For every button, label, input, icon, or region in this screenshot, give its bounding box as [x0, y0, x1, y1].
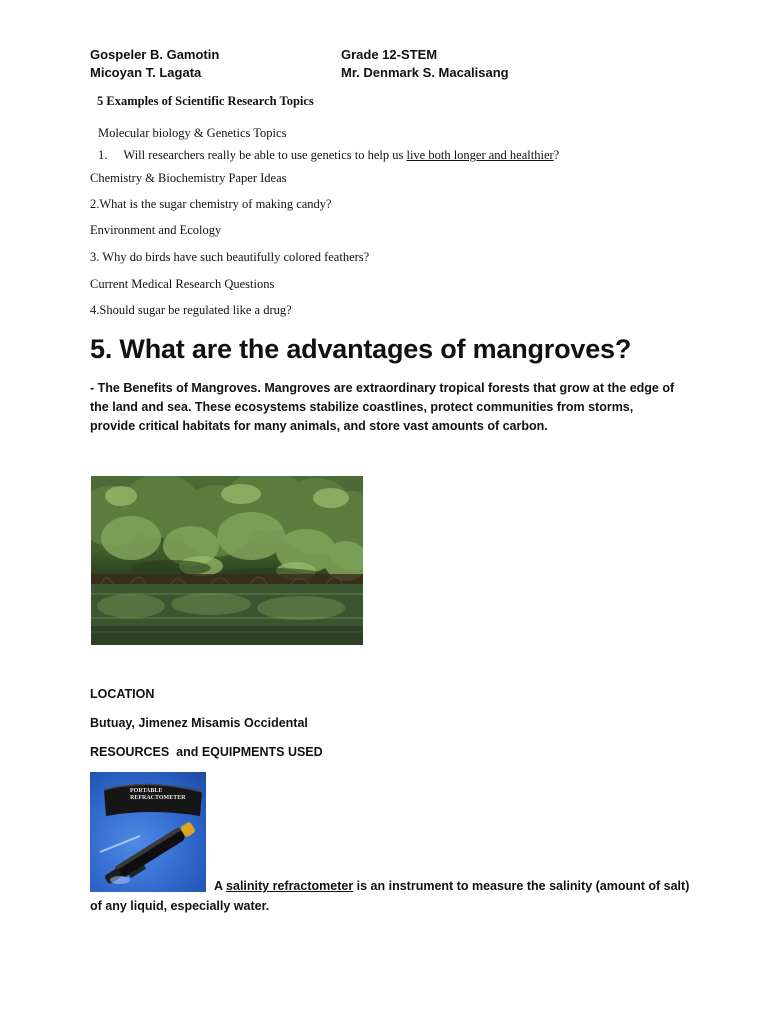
location-label: LOCATION — [90, 687, 155, 701]
case-label-line-2: REFRACTOMETER — [130, 795, 186, 801]
case-label — [130, 788, 186, 802]
topic-heading-1: Molecular biology & Genetics Topics — [98, 126, 287, 140]
caption-text: is an instrument to measure the salinity (amount of salt) of any liquid, especially water. — [90, 879, 690, 913]
caption-prefix: A — [214, 879, 227, 893]
location-value: Butuay, Jimenez Misamis Occidental — [90, 716, 308, 730]
student-name-2: Micoyan T. Lagata — [90, 65, 202, 80]
mangrove-photo — [91, 476, 363, 645]
topic-heading-3: Environment and Ecology — [90, 223, 222, 237]
topic-question-3: 3. Why do birds have such beautifully colored feathers? — [90, 250, 370, 264]
teacher-name: Mr. Denmark S. Macalisang — [341, 65, 509, 80]
refractometer-caption — [90, 876, 690, 916]
list-number: 1. — [98, 148, 108, 162]
document-title: 5 Examples of Scientific Research Topics — [97, 94, 314, 108]
case-label-line-1: PORTABLE — [130, 788, 163, 794]
student-name-1: Gospeler B. Gamotin — [90, 47, 220, 62]
topic-heading-4: Current Medical Research Questions — [90, 277, 275, 291]
question-text: Will researchers really be able to use genetics to help us — [123, 148, 407, 162]
refractometer-link[interactable]: salinity refractometer — [226, 879, 354, 893]
resources-label: RESOURCES and EQUIPMENTS USED — [90, 745, 323, 759]
refractometer-photo — [90, 772, 206, 892]
topic-question-2: 2.What is the sugar chemistry of making candy? — [90, 197, 332, 211]
topic-question-1 — [98, 148, 559, 163]
question-link[interactable]: live both longer and healthier — [406, 148, 554, 162]
topic-heading-2: Chemistry & Biochemistry Paper Ideas — [90, 171, 287, 185]
question-5-answer: - The Benefits of Mangroves. Mangroves are extraordinary tropical forests that grow at the edge of the land and sea. These ecosystems stabilize coastlines, protect communities from storms, provide critical habitats for many animals, and store vast amounts of carbon. — [90, 381, 675, 433]
question-5-heading: 5. What are the advantages of mangroves? — [90, 334, 632, 364]
grade-level: Grade 12-STEM — [341, 47, 438, 62]
question-mark: ? — [553, 148, 560, 162]
topic-question-4: 4.Should sugar be regulated like a drug? — [90, 303, 292, 317]
